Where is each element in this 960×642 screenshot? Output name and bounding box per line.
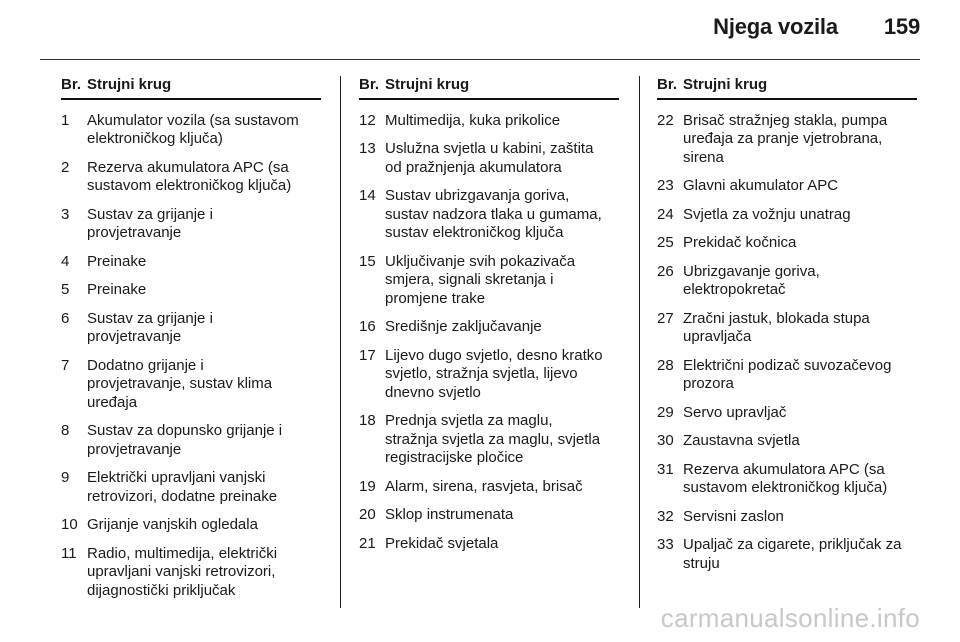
table-row <box>61 469 321 506</box>
fuse-number: 33 <box>657 536 674 553</box>
fuse-number: 19 <box>359 477 376 495</box>
table-row <box>61 422 321 459</box>
table-row <box>359 187 619 243</box>
circuit-description: Uključivanje svih pokazivača smjera, signali skretanja i promjene trake <box>385 252 576 307</box>
fuse-number: 8 <box>61 422 70 439</box>
circuit-description: Preinake <box>87 252 147 270</box>
fuse-number: 6 <box>61 309 70 327</box>
fuse-number: 4 <box>61 252 70 270</box>
circuit-description: Servo upravljač <box>683 403 787 421</box>
circuit-description: Sustav za grijanje i provjetravanje <box>87 205 213 241</box>
table-row <box>61 281 321 300</box>
table-header <box>61 76 321 100</box>
table-row <box>61 159 321 196</box>
fuse-number: 10 <box>61 516 78 533</box>
circuit-description: Alarm, sirena, rasvjeta, brisač <box>385 477 583 495</box>
watermark: carmanualsonline.info <box>660 603 920 633</box>
circuit-description: Glavni akumulator APC <box>683 177 839 194</box>
table-row <box>359 478 619 497</box>
circuit-description: Svjetla za vožnju unatrag <box>683 205 851 223</box>
fuse-number: 24 <box>657 205 674 223</box>
header-number-label: Br. <box>657 76 678 93</box>
table-row <box>359 506 619 525</box>
table-row <box>61 357 321 413</box>
table-header <box>359 76 619 100</box>
circuit-description: Središnje zaključavanje <box>385 318 542 335</box>
fuse-number: 13 <box>359 140 376 157</box>
table-row <box>657 177 917 196</box>
page-header <box>713 14 920 40</box>
circuit-description: Prekidač svjetala <box>385 534 499 552</box>
fuse-table-column-3 <box>657 76 917 573</box>
fuse-table-column-2 <box>359 76 619 553</box>
table-row <box>657 310 917 347</box>
fuse-number: 3 <box>61 205 70 223</box>
fuse-number: 26 <box>657 262 674 280</box>
table-row <box>61 112 321 149</box>
fuse-number: 20 <box>359 506 376 523</box>
circuit-description: Električki upravljani vanjski retrovizori, dodatne preinake <box>87 469 278 505</box>
circuit-description: Zračni jastuk, blokada stupa upravljača <box>683 309 870 345</box>
table-row <box>657 536 917 573</box>
fuse-number: 29 <box>657 403 674 421</box>
table-row <box>657 234 917 253</box>
table-row <box>359 253 619 309</box>
fuse-number: 21 <box>359 534 376 552</box>
table-row <box>657 263 917 300</box>
header-circuit-label: Strujni krug <box>385 76 470 93</box>
fuse-number: 27 <box>657 309 674 327</box>
circuit-description: Brisač stražnjeg stakla, pumpa uređaja za pranje vjetrobrana, sirena <box>683 111 888 166</box>
fuse-number: 17 <box>359 346 376 364</box>
column-divider <box>340 76 341 608</box>
circuit-description: Grijanje vanjskih ogledala <box>87 516 258 533</box>
circuit-description: Akumulator vozila (sa sustavom elektroničkog ključa) <box>87 111 299 147</box>
circuit-description: Radio, multimedija, električki upravljani vanjski retrovizori, dijagnostički priključak <box>87 544 278 599</box>
fuse-number: 28 <box>657 356 674 374</box>
fuse-number: 30 <box>657 432 674 449</box>
header-rule <box>40 59 920 60</box>
fuse-number: 18 <box>359 412 376 429</box>
circuit-description: Zaustavna svjetla <box>683 432 800 449</box>
fuse-number: 2 <box>61 158 70 176</box>
table-row <box>359 318 619 337</box>
page-title: Njega vozila <box>713 14 838 39</box>
fuse-number: 23 <box>657 177 674 194</box>
circuit-description: Dodatno grijanje i provjetravanje, sustav klima uređaja <box>87 356 273 411</box>
fuse-number: 9 <box>61 469 70 486</box>
circuit-description: Ubrizgavanje goriva, elektropokretač <box>683 262 820 298</box>
circuit-description: Lijevo dugo svjetlo, desno kratko svjetlo, stražnja svjetla, lijevo dnevno svjetlo <box>385 346 603 401</box>
table-row <box>61 516 321 535</box>
circuit-description: Prekidač kočnica <box>683 234 797 251</box>
circuit-description: Električni podizač suvozačevog prozora <box>683 356 892 392</box>
fuse-number: 15 <box>359 252 376 270</box>
circuit-description: Upaljač za cigarete, priključak za struju <box>683 536 902 572</box>
circuit-description: Sustav za dopunsko grijanje i provjetravanje <box>87 422 283 458</box>
table-row <box>61 253 321 272</box>
table-row <box>657 432 917 451</box>
table-row <box>359 412 619 468</box>
fuse-number: 32 <box>657 507 674 525</box>
table-row <box>657 206 917 225</box>
circuit-description: Rezerva akumulatora APC (sa sustavom elektroničkog ključa) <box>87 158 292 194</box>
table-row <box>359 347 619 403</box>
fuse-number: 16 <box>359 318 376 335</box>
table-row <box>61 310 321 347</box>
table-row <box>359 535 619 554</box>
fuse-number: 1 <box>61 111 70 129</box>
header-circuit-label: Strujni krug <box>683 76 768 93</box>
circuit-description: Prednja svjetla za maglu, stražnja svjetla za maglu, svjetla registracijske pločice <box>385 412 601 466</box>
table-row <box>657 508 917 527</box>
header-number-label: Br. <box>359 76 380 93</box>
fuse-number: 14 <box>359 187 376 204</box>
header-number-label: Br. <box>61 76 82 93</box>
circuit-description: Rezerva akumulatora APC (sa sustavom elektroničkog ključa) <box>683 460 888 496</box>
table-row <box>359 140 619 177</box>
circuit-description: Sklop instrumenata <box>385 506 514 523</box>
table-row <box>657 357 917 394</box>
fuse-number: 12 <box>359 111 376 129</box>
column-divider <box>639 76 640 608</box>
circuit-description: Multimedija, kuka prikolice <box>385 111 561 129</box>
page-number: 159 <box>883 14 920 39</box>
fuse-table-column-1 <box>61 76 321 600</box>
table-row <box>61 545 321 601</box>
circuit-description: Uslužna svjetla u kabini, zaštita od pražnjenja akumulatora <box>385 140 594 176</box>
fuse-number: 22 <box>657 111 674 129</box>
circuit-description: Preinake <box>87 281 147 298</box>
circuit-description: Sustav za grijanje i provjetravanje <box>87 309 213 345</box>
table-row <box>61 206 321 243</box>
circuit-description: Sustav ubrizgavanja goriva, sustav nadzora tlaka u gumama, sustav elektroničkog ključa <box>385 187 602 241</box>
circuit-description: Servisni zaslon <box>683 507 784 525</box>
table-row <box>657 404 917 423</box>
fuse-number: 25 <box>657 234 674 251</box>
table-row <box>657 461 917 498</box>
fuse-number: 31 <box>657 460 674 478</box>
header-circuit-label: Strujni krug <box>87 76 172 93</box>
fuse-number: 5 <box>61 281 70 298</box>
fuse-number: 11 <box>61 544 77 562</box>
table-row <box>359 112 619 131</box>
table-header <box>657 76 917 100</box>
fuse-number: 7 <box>61 356 70 374</box>
table-row <box>657 112 917 168</box>
